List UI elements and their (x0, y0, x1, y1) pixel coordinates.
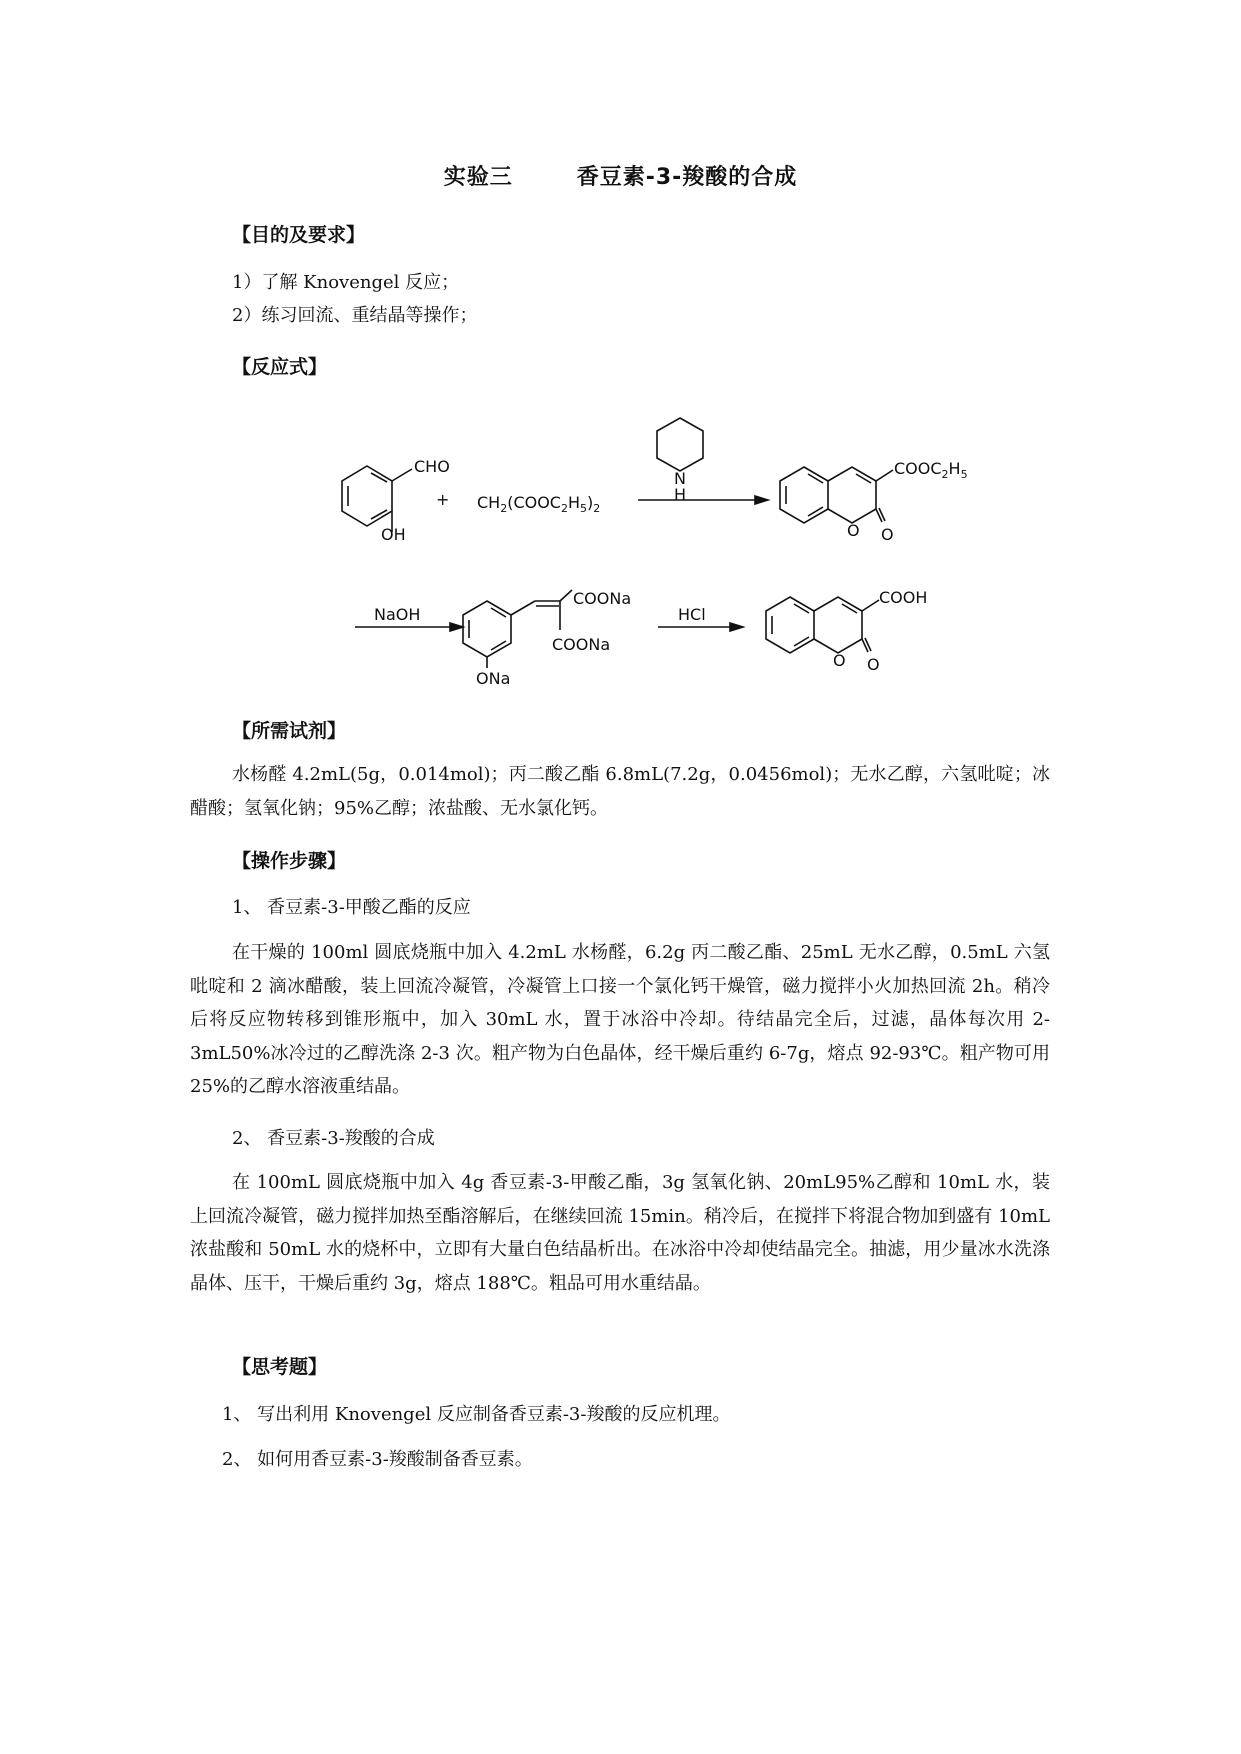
label-hcl: HCl (678, 605, 706, 624)
salt-benzene-ring (463, 601, 511, 657)
purpose-item-2: 2）练习回流、重结晶等操作； (232, 305, 478, 326)
label-ona: ONa (476, 669, 511, 688)
title-part1: 实验三 (443, 165, 513, 190)
question-1: 1、 写出利用 Knovengel 反应制备香豆素-3-羧酸的反应机理。 (222, 1404, 731, 1425)
label-plus: + (436, 490, 450, 509)
label-ring-o1: O (847, 521, 860, 540)
label-piperidine-h: H (674, 485, 687, 504)
reagents-heading: 【所需试剂】 (232, 720, 347, 742)
label-carbonyl-o1: O (881, 525, 894, 544)
label-malonate: $CH_2(COOC_2H_5)_2$ (477, 493, 601, 515)
label-ester: $COOC_2H_5$ (894, 459, 968, 481)
label-oh: OH (381, 525, 406, 544)
step1-text: 在干燥的 100ml 圆底烧瓶中加入 4.2mL 水杨醛，6.2g 丙二酸乙酯、25mL 无水乙醇，0.5mL 六氢吡啶和 2 滴冰醋酸，装上回流冷凝管，冷凝管上口接一个氯化钙干燥管，磁力搅拌小火加热回流 2h。稍冷后将反应物转移到锥形瓶中，加入 30mL 水，置于冰浴中冷却。待结晶完全后，过滤，晶体每次用 2-3mL50%冰冷过的乙醇洗涤 2-3 次。粗产物为白色晶体，经干燥后重约 6-7g，熔点 92-93℃。粗产物可用 25%的乙醇水溶液重结晶。 (190, 942, 1050, 1097)
label-cho: CHO (414, 457, 450, 476)
procedure-heading: 【操作步骤】 (232, 850, 347, 872)
label-cooh: COOH (879, 588, 928, 607)
step2-title: 2、 香豆素-3-羧酸的合成 (232, 1128, 435, 1149)
label-ring-o2: O (833, 651, 846, 670)
title-part2: 香豆素-3-羧酸的合成 (576, 165, 798, 190)
purpose-heading: 【目的及要求】 (232, 224, 366, 246)
piperidine-ring (657, 418, 703, 471)
label-piperidine-n: N (674, 469, 686, 488)
label-coona-bottom: COONa (552, 635, 611, 654)
salicylaldehyde-ring (342, 466, 392, 526)
question-2: 2、 如何用香豆素-3-羧酸制备香豆素。 (222, 1449, 533, 1470)
coumarin-ester-benzene (780, 467, 828, 523)
label-naoh: NaOH (374, 605, 421, 624)
reagents-text: 水杨醛 4.2mL(5g，0.014mol)；丙二酸乙酯 6.8mL(7.2g，0.0456mol)；无水乙醇，六氢吡啶；冰醋酸；氢氧化钠；95%乙醇；浓盐酸、无水氯化钙。 (190, 764, 1050, 819)
label-coona-top: COONa (573, 589, 632, 608)
questions-heading: 【思考题】 (232, 1356, 328, 1378)
reaction-heading: 【反应式】 (232, 356, 328, 378)
label-carbonyl-o2: O (867, 655, 880, 674)
step1-title: 1、 香豆素-3-甲酸乙酯的反应 (232, 897, 471, 918)
coumarin-acid-benzene (766, 597, 814, 653)
step2-text: 在 100mL 圆底烧瓶中加入 4g 香豆素-3-甲酸乙酯，3g 氢氧化钠、20mL95%乙醇和 10mL 水，装上回流冷凝管，磁力搅拌加热至酯溶解后，在继续回流 15min。稍冷后，在搅拌下将混合物加到盛有 10mL 浓盐酸和 50mL 水的烧杯中，立即有大量白色结晶析出。在冰浴中冷却使结晶完全。抽滤，用少量冰水洗涤晶体、压干，干燥后重约 3g，熔点 188℃。粗品可用水重结晶。 (190, 1172, 1050, 1294)
purpose-item-1: 1）了解 Knovengel 反应； (232, 272, 460, 293)
